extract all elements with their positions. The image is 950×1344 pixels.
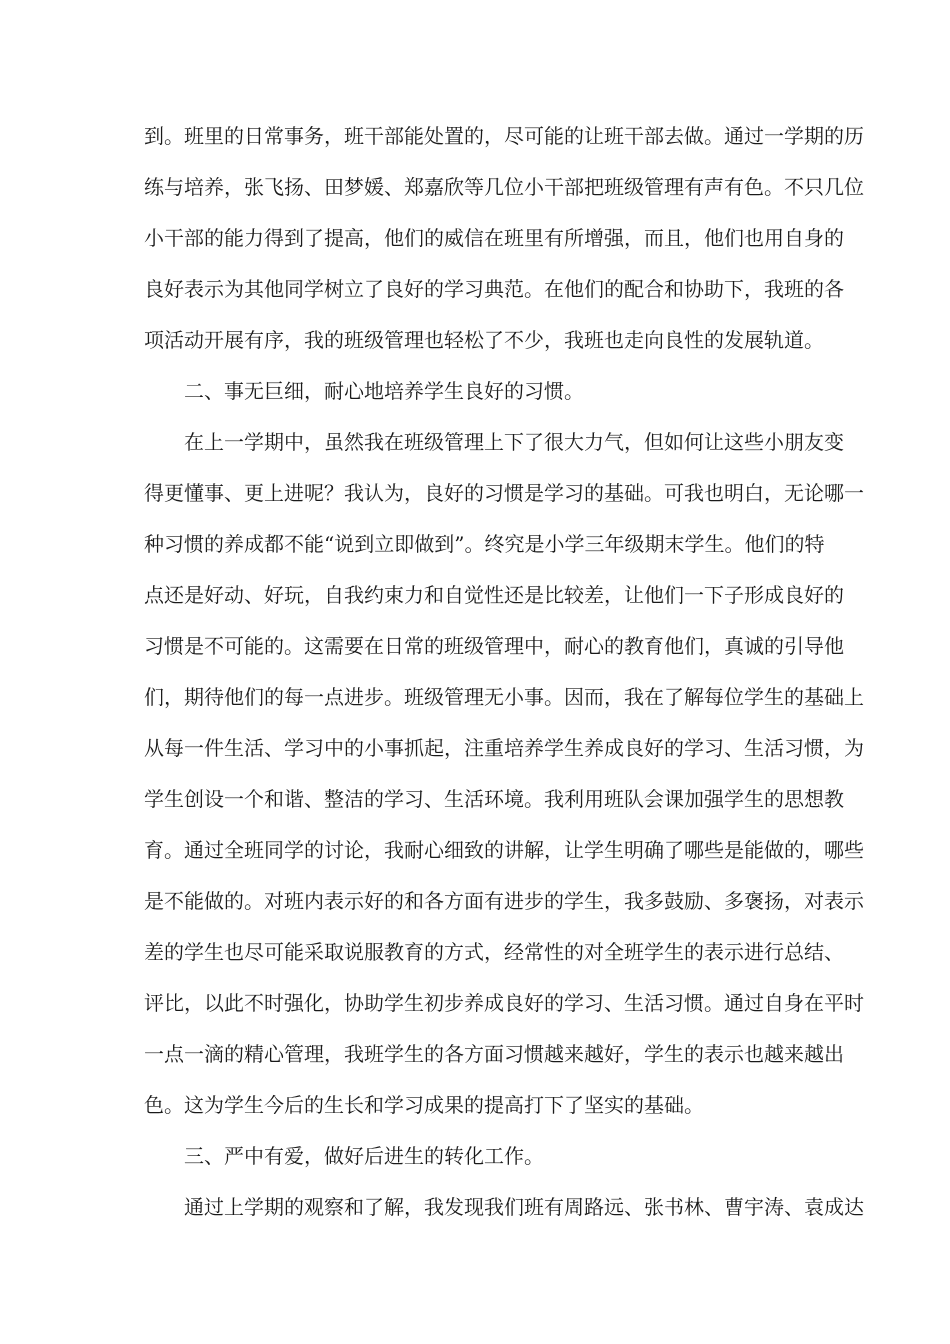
p2-line-6: 们，期待他们的每一点进步。班级管理无小事。因而，我在了解每位学生的基础上 — [144, 685, 864, 709]
p1-line-5: 项活动开展有序，我的班级管理也轻松了不少，我班也走向良性的发展轨道。 — [144, 328, 824, 352]
p3-line-1: 通过上学期的观察和了解，我发现我们班有周路远、张书林、曹宇涛、袁成达 — [184, 1195, 864, 1219]
p2-line-10: 是不能做的。对班内表示好的和各方面有进步的学生，我多鼓励、多褒扬，对表示 — [144, 889, 864, 913]
p1-line-4: 良好表示为其他同学树立了良好的学习典范。在他们的配合和协助下，我班的各 — [144, 277, 844, 301]
p2-line-9: 育。通过全班同学的讨论，我耐心细致的讲解，让学生明确了哪些是能做的，哪些 — [144, 838, 864, 862]
p1-line-1: 到。班里的日常事务，班干部能处置的，尽可能的让班干部去做。通过一学期的历 — [144, 124, 864, 148]
p2-line-13: 一点一滴的精心管理，我班学生的各方面习惯越来越好，学生的表示也越来越出 — [144, 1042, 844, 1066]
section-heading-2: 二、事无巨细，耐心地培养学生良好的习惯。 — [184, 379, 584, 403]
p1-line-2: 练与培养，张飞扬、田梦媛、郑嘉欣等几位小干部把班级管理有声有色。不只几位 — [144, 175, 864, 199]
p2-line-7: 从每一件生活、学习中的小事抓起，注重培养学生养成良好的学习、生活习惯，为 — [144, 736, 864, 760]
section-heading-3: 三、严中有爱，做好后进生的转化工作。 — [184, 1144, 544, 1168]
p2-line-3: 种习惯的养成都不能“说到立即做到”。终究是小学三年级期末学生。他们的特 — [144, 532, 825, 556]
p2-line-14: 色。这为学生今后的生长和学习成果的提高打下了坚实的基础。 — [144, 1093, 704, 1117]
p2-line-11: 差的学生也尽可能采取说服教育的方式，经常性的对全班学生的表示进行总结、 — [144, 940, 844, 964]
p1-line-3: 小干部的能力得到了提高，他们的威信在班里有所增强，而且，他们也用自身的 — [144, 226, 844, 250]
p2-line-8: 学生创设一个和谐、整洁的学习、生活环境。我利用班队会课加强学生的思想教 — [144, 787, 844, 811]
p2-line-5: 习惯是不可能的。这需要在日常的班级管理中，耐心的教育他们，真诚的引导他 — [144, 634, 844, 658]
p2-line-12: 评比，以此不时强化，协助学生初步养成良好的学习、生活习惯。通过自身在平时 — [144, 991, 864, 1015]
p2-line-4: 点还是好动、好玩，自我约束力和自觉性还是比较差，让他们一下子形成良好的 — [144, 583, 844, 607]
p2-line-2: 得更懂事、更上进呢？我认为，良好的习惯是学习的基础。可我也明白，无论哪一 — [144, 481, 864, 505]
p2-line-1: 在上一学期中，虽然我在班级管理上下了很大力气，但如何让这些小朋友变 — [184, 430, 844, 454]
